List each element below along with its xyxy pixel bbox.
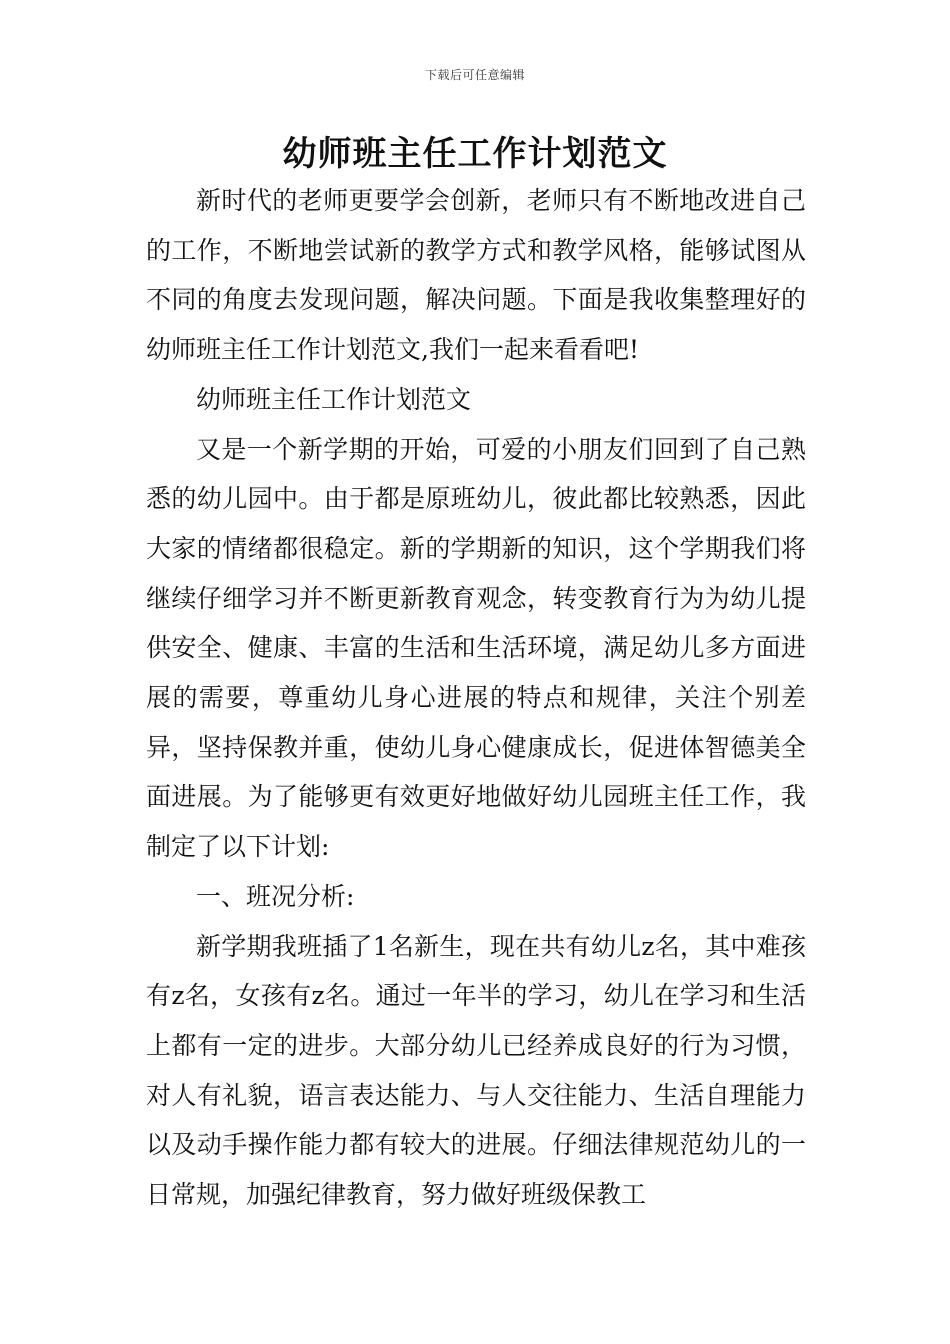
- document-title: 幼师班主任工作计划范文: [282, 134, 668, 174]
- subtitle-paragraph: 幼师班主任工作计划范文: [196, 384, 472, 414]
- class-analysis-paragraph: 新学期我班插了1名新生，现在共有幼儿z名，其中难孩有z名，女孩有z名。通过一年半的学习，幼儿在学习和生活上都有一定的进步。大部分幼儿已经养成良好的行为习惯，对人有礼貌，语言表达能力、与人交往能力、生活自理能力以及动手操作能力都有较大的进展。仔细法律规范幼儿的一日常规，加强纪律教育，努力做好班级保教工: [146, 931, 806, 1210]
- document-body: [146, 176, 806, 1220]
- intro-paragraph: 新时代的老师更要学会创新，老师只有不断地改进自己的工作，不断地尝试新的教学方式和教学风格，能够试图从不同的角度去发现问题，解决问题。下面是我收集整理好的幼师班主任工作计划范文,我们一起来看看吧!: [146, 186, 806, 365]
- section-heading: 一、班况分析:: [196, 881, 355, 911]
- opening-paragraph: 又是一个新学期的开始，可爱的小朋友们回到了自己熟悉的幼儿园中。由于都是原班幼儿，彼此都比较熟悉，因此大家的情绪都很稳定。新的学期新的知识，这个学期我们将继续仔细学习并不断更新教育观念，转变教育行为为幼儿提供安全、健康、丰富的生活和生活环境，满足幼儿多方面进展的需要，尊重幼儿身心进展的特点和规律，关注个别差异，坚持保教并重，使幼儿身心健康成长，促进体智德美全面进展。为了能够更有效更好地做好幼儿园班主任工作，我制定了以下计划:: [146, 434, 806, 862]
- header-note: 下载后可任意编辑: [424, 68, 525, 82]
